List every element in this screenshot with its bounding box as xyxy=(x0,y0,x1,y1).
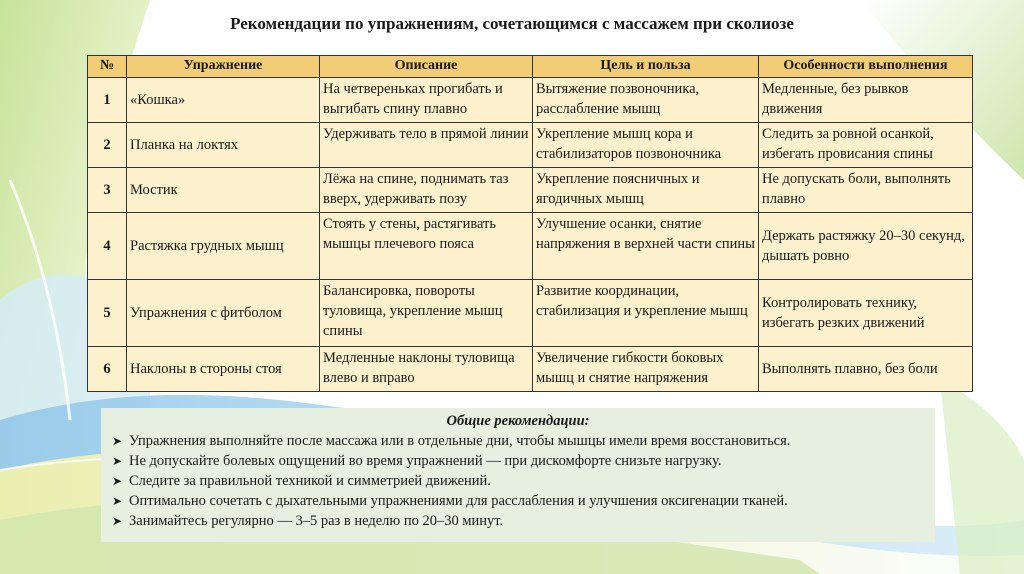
table-row xyxy=(88,213,973,280)
header-number: № xyxy=(88,56,127,78)
exercise-features: Контролировать технику, избегать резких движений xyxy=(759,280,973,347)
exercise-name: Наклоны в стороны стоя xyxy=(127,347,320,392)
exercise-description: Удерживать тело в прямой линии xyxy=(320,123,533,168)
list-item xyxy=(109,451,927,471)
list-item-text: Следите за правильной техникой и симметрией движений. xyxy=(129,473,491,489)
table-row xyxy=(88,78,973,123)
table-row xyxy=(88,280,973,347)
table-row xyxy=(88,347,973,392)
arrow-bullet-icon: ➤ xyxy=(112,454,123,468)
row-number: 6 xyxy=(88,347,127,392)
list-item-text: Оптимально сочетать с дыхательными упражнениями для расслабления и улучшения оксигенации тканей. xyxy=(129,493,788,509)
row-number: 1 xyxy=(88,78,127,123)
exercise-name: Растяжка грудных мышц xyxy=(127,213,320,280)
exercise-name: Планка на локтях xyxy=(127,123,320,168)
header-features: Особенности выполнения xyxy=(759,56,973,78)
header-exercise: Упражнение xyxy=(127,56,320,78)
exercise-goal: Развитие координации, стабилизация и укрепление мышц xyxy=(533,280,759,347)
table-row xyxy=(88,123,973,168)
exercise-features: Не допускать боли, выполнять плавно xyxy=(759,168,973,213)
list-item xyxy=(109,431,927,451)
table-header-row xyxy=(88,56,973,78)
list-item xyxy=(109,471,927,491)
exercise-goal: Увеличение гибкости боковых мышц и снятие напряжения xyxy=(533,347,759,392)
table-row xyxy=(88,168,973,213)
recommendations-list xyxy=(109,431,927,531)
list-item-text: Не допускайте болевых ощущений во время упражнений — при дискомфорте снизьте нагрузку. xyxy=(129,453,722,469)
exercise-features: Выполнять плавно, без боли xyxy=(759,347,973,392)
row-number: 2 xyxy=(88,123,127,168)
exercise-goal: Улучшение осанки, снятие напряжения в верхней части спины xyxy=(533,213,759,280)
exercise-name: «Кошка» xyxy=(127,78,320,123)
exercise-description: Балансировка, повороты туловища, укрепление мышц спины xyxy=(320,280,533,347)
list-item xyxy=(109,491,927,511)
exercise-goal: Укрепление поясничных и ягодичных мышц xyxy=(533,168,759,213)
list-item-text: Занимайтесь регулярно — 3–5 раз в неделю по 20–30 минут. xyxy=(129,513,504,529)
general-recommendations xyxy=(101,408,935,542)
exercise-description: Стоять у стены, растягивать мышцы плечевого пояса xyxy=(320,213,533,280)
row-number: 5 xyxy=(88,280,127,347)
exercise-name: Мостик xyxy=(127,168,320,213)
arrow-bullet-icon: ➤ xyxy=(112,434,123,448)
header-goal: Цель и польза xyxy=(533,56,759,78)
exercise-description: Лёжа на спине, поднимать таз вверх, удерживать позу xyxy=(320,168,533,213)
row-number: 4 xyxy=(88,213,127,280)
exercise-name: Упражнения с фитболом xyxy=(127,280,320,347)
exercise-goal: Вытяжение позвоночника, расслабление мышц xyxy=(533,78,759,123)
list-item xyxy=(109,511,927,531)
list-item-text: Упражнения выполняйте после массажа или в отдельные дни, чтобы мышцы имели время восстановиться. xyxy=(129,433,791,449)
page-title: Рекомендации по упражнениям, сочетающимся с массажем при сколиозе xyxy=(230,14,794,33)
exercise-features: Медленные, без рывков движения xyxy=(759,78,973,123)
recommendations-title: Общие рекомендации: xyxy=(446,413,590,429)
exercise-table xyxy=(87,55,973,392)
arrow-bullet-icon: ➤ xyxy=(112,474,123,488)
arrow-bullet-icon: ➤ xyxy=(112,514,123,528)
header-description: Описание xyxy=(320,56,533,78)
exercise-description: Медленные наклоны туловища влево и вправо xyxy=(320,347,533,392)
arrow-bullet-icon: ➤ xyxy=(112,494,123,508)
exercise-features: Держать растяжку 20–30 секунд, дышать ровно xyxy=(759,213,973,280)
exercise-description: На четвереньках прогибать и выгибать спину плавно xyxy=(320,78,533,123)
exercise-goal: Укрепление мышц кора и стабилизаторов позвоночника xyxy=(533,123,759,168)
row-number: 3 xyxy=(88,168,127,213)
exercise-features: Следить за ровной осанкой, избегать провисания спины xyxy=(759,123,973,168)
